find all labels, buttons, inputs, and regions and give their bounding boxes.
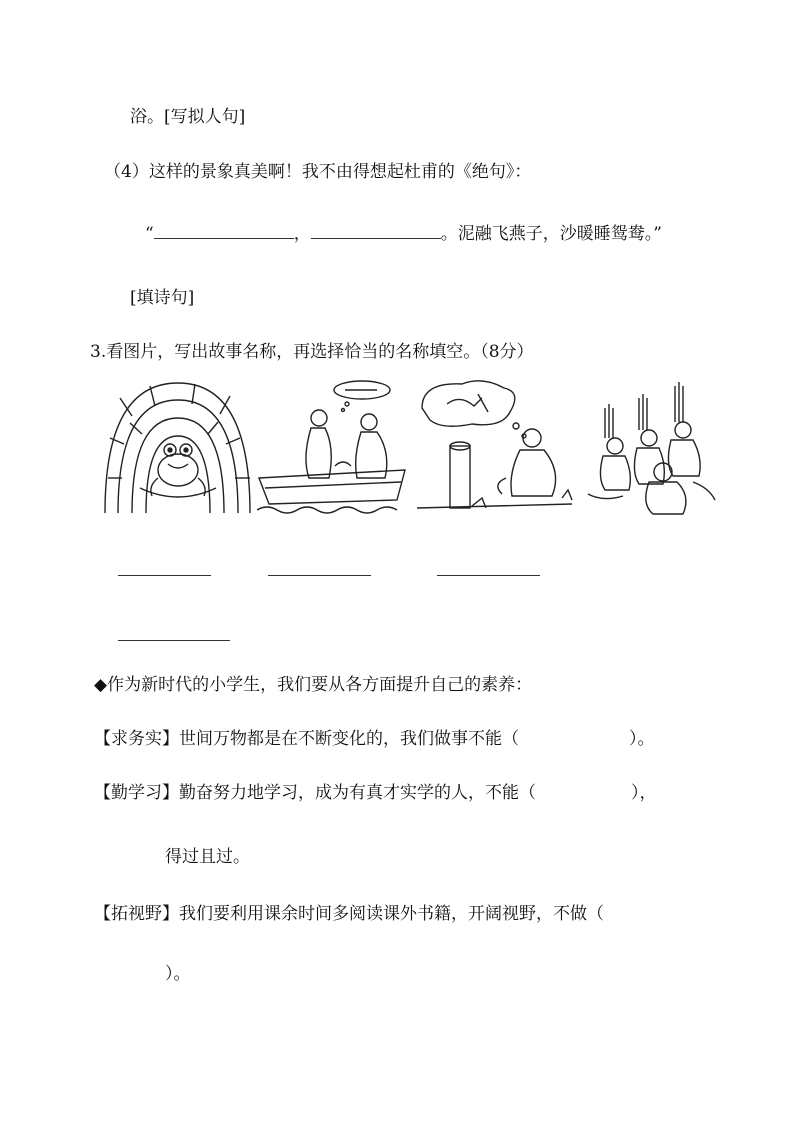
question-3-title: 3.看图片，写出故事名称，再选择恰当的名称填空。（8分）	[90, 342, 534, 362]
picture-frog-in-well	[100, 378, 255, 518]
item-diligent-text: 【勤学习】勤奋努力地学习，成为有真才实学的人，不能（	[94, 783, 536, 803]
open-quote: “	[145, 224, 154, 244]
fill-poem-hint: [填诗句]	[130, 288, 195, 308]
item-diligent	[94, 781, 657, 805]
poem-rest: 。泥融飞燕子，沙暖睡鸳鸯。”	[440, 224, 662, 244]
answer-blank-2[interactable]	[268, 575, 371, 576]
poem-blank-2[interactable]	[311, 222, 441, 239]
item-practical	[94, 727, 655, 751]
item-horizon	[94, 902, 614, 926]
item-horizon-text: 【拓视野】我们要利用课余时间多阅读课外书籍，开阔视野，不做（	[94, 904, 604, 924]
picture-men-in-boat	[257, 378, 407, 518]
picture-waiting-by-stump	[412, 378, 577, 518]
section-intro: ◆作为新时代的小学生，我们要从各方面提升自己的素养：	[94, 675, 533, 695]
item-diligent-continuation: 得过且过。	[165, 847, 250, 867]
poem-blank-1[interactable]	[154, 222, 294, 239]
item-diligent-close: ），	[631, 783, 657, 803]
item-practical-close: ）。	[629, 729, 655, 749]
comma: ，	[293, 224, 311, 244]
question-4-poem-prompt: （4）这样的景象真美啊！我不由得想起杜甫的《绝句》：	[104, 162, 532, 182]
answer-blank-3[interactable]	[437, 575, 540, 576]
poem-fill-line	[145, 222, 662, 246]
picture-pipe-players	[583, 378, 718, 518]
answer-blank-1[interactable]	[118, 575, 211, 576]
item-practical-text: 【求务实】世间万物都是在不断变化的，我们做事不能（	[94, 729, 519, 749]
answer-blank-4[interactable]	[118, 640, 230, 641]
text-line-personification: 浴。[写拟人句]	[130, 107, 246, 127]
item-horizon-close: ）。	[165, 964, 191, 984]
